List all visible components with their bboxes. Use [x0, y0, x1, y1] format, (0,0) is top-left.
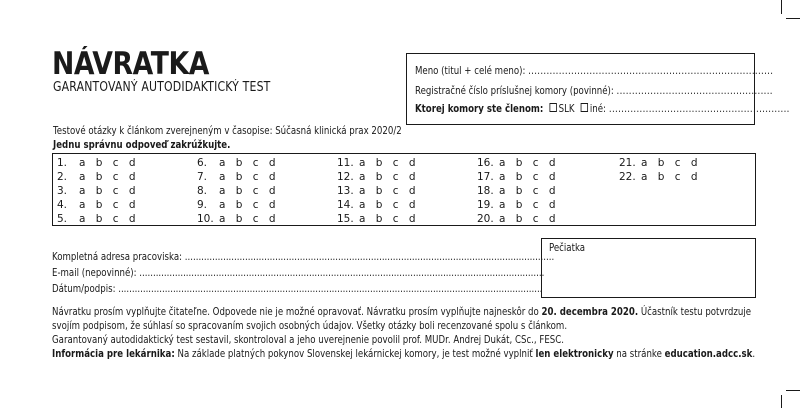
crop-mark-bottom-right	[781, 395, 782, 408]
answer-options[interactable]: a b c d	[359, 185, 416, 197]
crop-mark-right-bottom	[786, 390, 800, 391]
question-number: 10.	[197, 213, 214, 225]
question-1[interactable]	[57, 157, 136, 169]
other-checkbox[interactable]	[581, 103, 588, 112]
answer-options[interactable]: a b c d	[359, 157, 416, 169]
answers-box	[52, 153, 756, 226]
question-13[interactable]	[337, 185, 416, 197]
pharmacist-info-text: Na základe platných pokynov Slovenskej lekárnickej komory, je test možné vyplniť	[174, 348, 536, 360]
electronic-only: len elektronicky	[535, 348, 614, 360]
pharmacist-info-label: Informácia pre lekárnika:	[52, 348, 175, 360]
crop-mark-right-top	[786, 18, 800, 19]
pharmacist-info-end: .	[752, 348, 756, 360]
question-number: 17.	[477, 171, 494, 183]
registration-label: Registračné číslo príslušnej komory (povinné):	[415, 85, 614, 97]
slk-label: SLK	[558, 103, 575, 115]
question-number: 16.	[477, 157, 494, 169]
footer-line-2: svojím podpisom, že súhlasí so spracovaním svojich osobných údajov. Všetky otázky boli recenzované spolu s článkom.	[52, 320, 568, 332]
question-11[interactable]	[337, 157, 416, 169]
question-number: 2.	[57, 171, 68, 183]
question-number: 7.	[197, 171, 208, 183]
question-2[interactable]	[57, 171, 136, 183]
name-field[interactable]	[415, 65, 773, 77]
chamber-label: Ktorej komory ste členom:	[415, 103, 544, 115]
footer-line-3: Garantovaný autodidaktický test sestavil, skontroloval a jeho uverejnenie povolil prof. MUDr. Andrej Dukát, CSc., FESC.	[52, 334, 565, 346]
slk-checkbox[interactable]	[550, 103, 557, 112]
email-field[interactable]: E-mail (nepovinné): ....................................................................................................................................................	[52, 267, 545, 279]
question-18[interactable]	[477, 185, 556, 197]
question-10[interactable]	[197, 213, 276, 225]
answer-options[interactable]: a b c d	[499, 213, 556, 225]
other-dots[interactable]: ...........................................................	[608, 103, 790, 115]
answer-options[interactable]: a b c d	[499, 199, 556, 211]
page-title: NÁVRATKA	[52, 46, 209, 82]
question-number: 21.	[619, 157, 636, 169]
intro-instruction: Jednu správnu odpoveď zakrúžkujte.	[53, 139, 231, 151]
question-5[interactable]	[57, 213, 136, 225]
answer-options[interactable]: a b c d	[359, 213, 416, 225]
answer-options[interactable]: a b c d	[219, 157, 276, 169]
question-number: 22.	[619, 171, 636, 183]
stamp-label: Pečiatka	[549, 242, 586, 254]
question-number: 5.	[57, 213, 68, 225]
date-signature-field[interactable]: Dátum/podpis: ...........................................................................................................................................................	[52, 283, 543, 295]
question-9[interactable]	[197, 199, 276, 211]
footer-line-4	[52, 348, 755, 360]
question-8[interactable]	[197, 185, 276, 197]
answer-options[interactable]: a b c d	[79, 213, 136, 225]
question-6[interactable]	[197, 157, 276, 169]
question-number: 8.	[197, 185, 208, 197]
footer-line-1	[52, 306, 751, 318]
question-12[interactable]	[337, 171, 416, 183]
answer-options[interactable]: a b c d	[359, 171, 416, 183]
question-3[interactable]	[57, 185, 136, 197]
question-22[interactable]	[619, 171, 698, 183]
question-20[interactable]	[477, 213, 556, 225]
page-subtitle: GARANTOVANÝ AUTODIDAKTICKÝ TEST	[53, 80, 271, 95]
answer-options[interactable]: a b c d	[219, 171, 276, 183]
member-info-box	[406, 53, 790, 125]
answer-options[interactable]: a b c d	[641, 171, 698, 183]
deadline-date: 20. decembra 2020.	[541, 306, 639, 318]
question-number: 12.	[337, 171, 354, 183]
question-number: 15.	[337, 213, 354, 225]
answer-options[interactable]: a b c d	[79, 157, 136, 169]
question-number: 11.	[337, 157, 354, 169]
answer-options[interactable]: a b c d	[79, 199, 136, 211]
answer-options[interactable]: a b c d	[499, 185, 556, 197]
question-number: 13.	[337, 185, 354, 197]
answer-options[interactable]: a b c d	[219, 185, 276, 197]
question-number: 19.	[477, 199, 494, 211]
chamber-field	[415, 103, 790, 115]
name-dots: ................................................................................	[528, 65, 774, 77]
question-number: 18.	[477, 185, 494, 197]
question-17[interactable]	[477, 171, 556, 183]
question-21[interactable]	[619, 157, 698, 169]
answer-options[interactable]: a b c d	[359, 199, 416, 211]
website-link[interactable]: education.adcc.sk	[664, 348, 753, 360]
intro-text: Testové otázky k článkom zverejneným v časopise: Súčasná klinická prax 2020/2	[53, 125, 402, 137]
question-19[interactable]	[477, 199, 556, 211]
question-number: 1.	[57, 157, 68, 169]
name-label: Meno (titul + celé meno):	[415, 65, 526, 77]
question-number: 6.	[197, 157, 208, 169]
answer-options[interactable]: a b c d	[499, 171, 556, 183]
question-number: 14.	[337, 199, 354, 211]
answer-options[interactable]: a b c d	[219, 213, 276, 225]
crop-mark-top-right	[781, 0, 782, 14]
footer-line-1-end: Účastník testu potvrdzuje	[638, 306, 752, 318]
answer-options[interactable]: a b c d	[219, 199, 276, 211]
question-number: 20.	[477, 213, 494, 225]
footer-line-1-text: Návratku prosím vyplňujte čitateľne. Odpovede nie je možné opravovať. Návratku prosím vyplňujte najneskôr do	[52, 306, 542, 318]
question-14[interactable]	[337, 199, 416, 211]
address-field[interactable]: Kompletná adresa pracoviska: .......................................................................................................................................	[52, 251, 555, 263]
question-number: 9.	[197, 199, 208, 211]
stamp-box	[541, 238, 756, 298]
answer-options[interactable]: a b c d	[641, 157, 698, 169]
question-4[interactable]	[57, 199, 136, 211]
question-15[interactable]	[337, 213, 416, 225]
answer-options[interactable]: a b c d	[79, 171, 136, 183]
question-number: 4.	[57, 199, 68, 211]
registration-field[interactable]	[415, 85, 773, 97]
question-number: 3.	[57, 185, 68, 197]
other-label: iné:	[589, 103, 606, 115]
registration-dots: ...................................................	[616, 85, 773, 97]
answer-options[interactable]: a b c d	[499, 157, 556, 169]
pharmacist-info-mid: na stránke	[613, 348, 665, 360]
question-16[interactable]	[477, 157, 556, 169]
answer-options[interactable]: a b c d	[79, 185, 136, 197]
question-7[interactable]	[197, 171, 276, 183]
